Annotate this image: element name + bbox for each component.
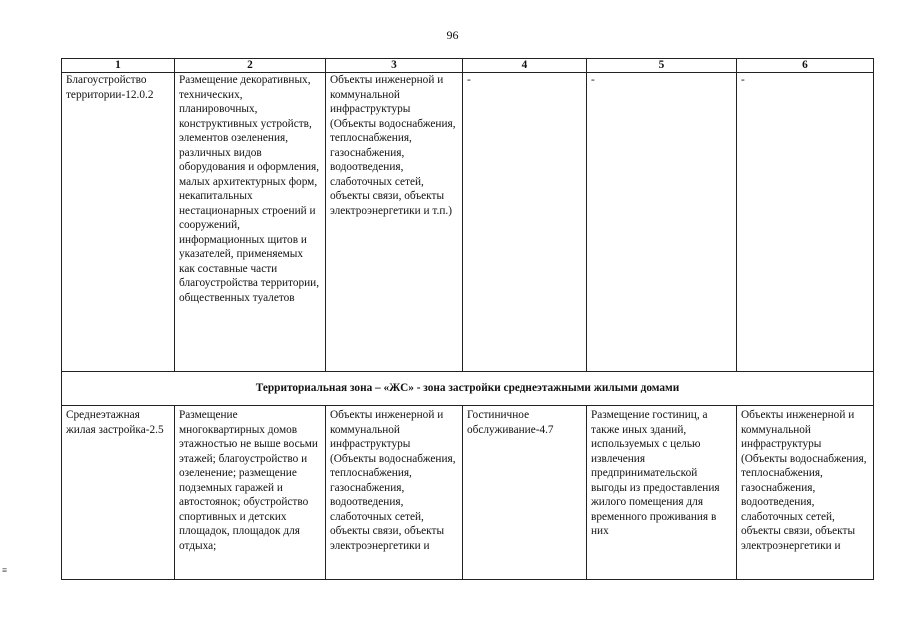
table-cell: Среднеэтажная жилая застройка-2.5 (62, 406, 175, 580)
table-cell: Размещение декоративных, технических, планировочных, конструктивных устройств, элементов озеленения, различных видов оборудования и оформления, малых архитектурных форм, некапитальных нестационарных строений и сооружений, информационных щитов и указателей, применяемых как составные части благоустройства территории, общественных туалетов (175, 73, 326, 372)
table-cell: Объекты инженерной и коммунальной инфраструктуры (Объекты водоснабжения, теплоснабжения, газоснабжения, водоотведения, слаботочных сетей, объекты связи, объекты электроэнергетики и (326, 406, 463, 580)
column-header: 1 (62, 59, 175, 73)
table-cell: Гостиничное обслуживание-4.7 (463, 406, 587, 580)
column-header: 4 (463, 59, 587, 73)
table-row (62, 406, 874, 580)
table-cell: Размещение многоквартирных домов этажностью не выше восьми этажей; благоустройство и озеленение; размещение подземных гаражей и автостоянок; обустройство спортивных и детских площадок, площадок для отдыха; (175, 406, 326, 580)
table-cell: Размещение гостиниц, а также иных зданий, используемых с целью извлечения предпринимательской выгоды из предоставления жилого помещения для временного проживания в них (587, 406, 737, 580)
table-row (62, 73, 874, 372)
column-header: 2 (175, 59, 326, 73)
table-header-row (62, 59, 874, 73)
table-cell: Благоустройство территории-12.0.2 (62, 73, 175, 372)
column-header: 3 (326, 59, 463, 73)
margin-mark: ≡ (2, 565, 8, 575)
regulations-table (61, 58, 874, 580)
table-cell: Объекты инженерной и коммунальной инфраструктуры (Объекты водоснабжения, теплоснабжения, газоснабжения, водоотведения, слаботочных сетей, объекты связи, объекты электроэнергетики и (737, 406, 874, 580)
zone-header-row (62, 372, 874, 406)
column-header: 6 (737, 59, 874, 73)
column-header: 5 (587, 59, 737, 73)
zone-header: Территориальная зона – «ЖС» - зона застройки среднеэтажными жилыми домами (62, 372, 874, 406)
table-cell: Объекты инженерной и коммунальной инфраструктуры (Объекты водоснабжения, теплоснабжения, газоснабжения, водоотведения, слаботочных сетей, объекты связи, объекты электроэнергетики и т.п.) (326, 73, 463, 372)
table-cell: - (737, 73, 874, 372)
table-cell: - (463, 73, 587, 372)
page-number: 96 (446, 28, 459, 42)
table-cell: - (587, 73, 737, 372)
